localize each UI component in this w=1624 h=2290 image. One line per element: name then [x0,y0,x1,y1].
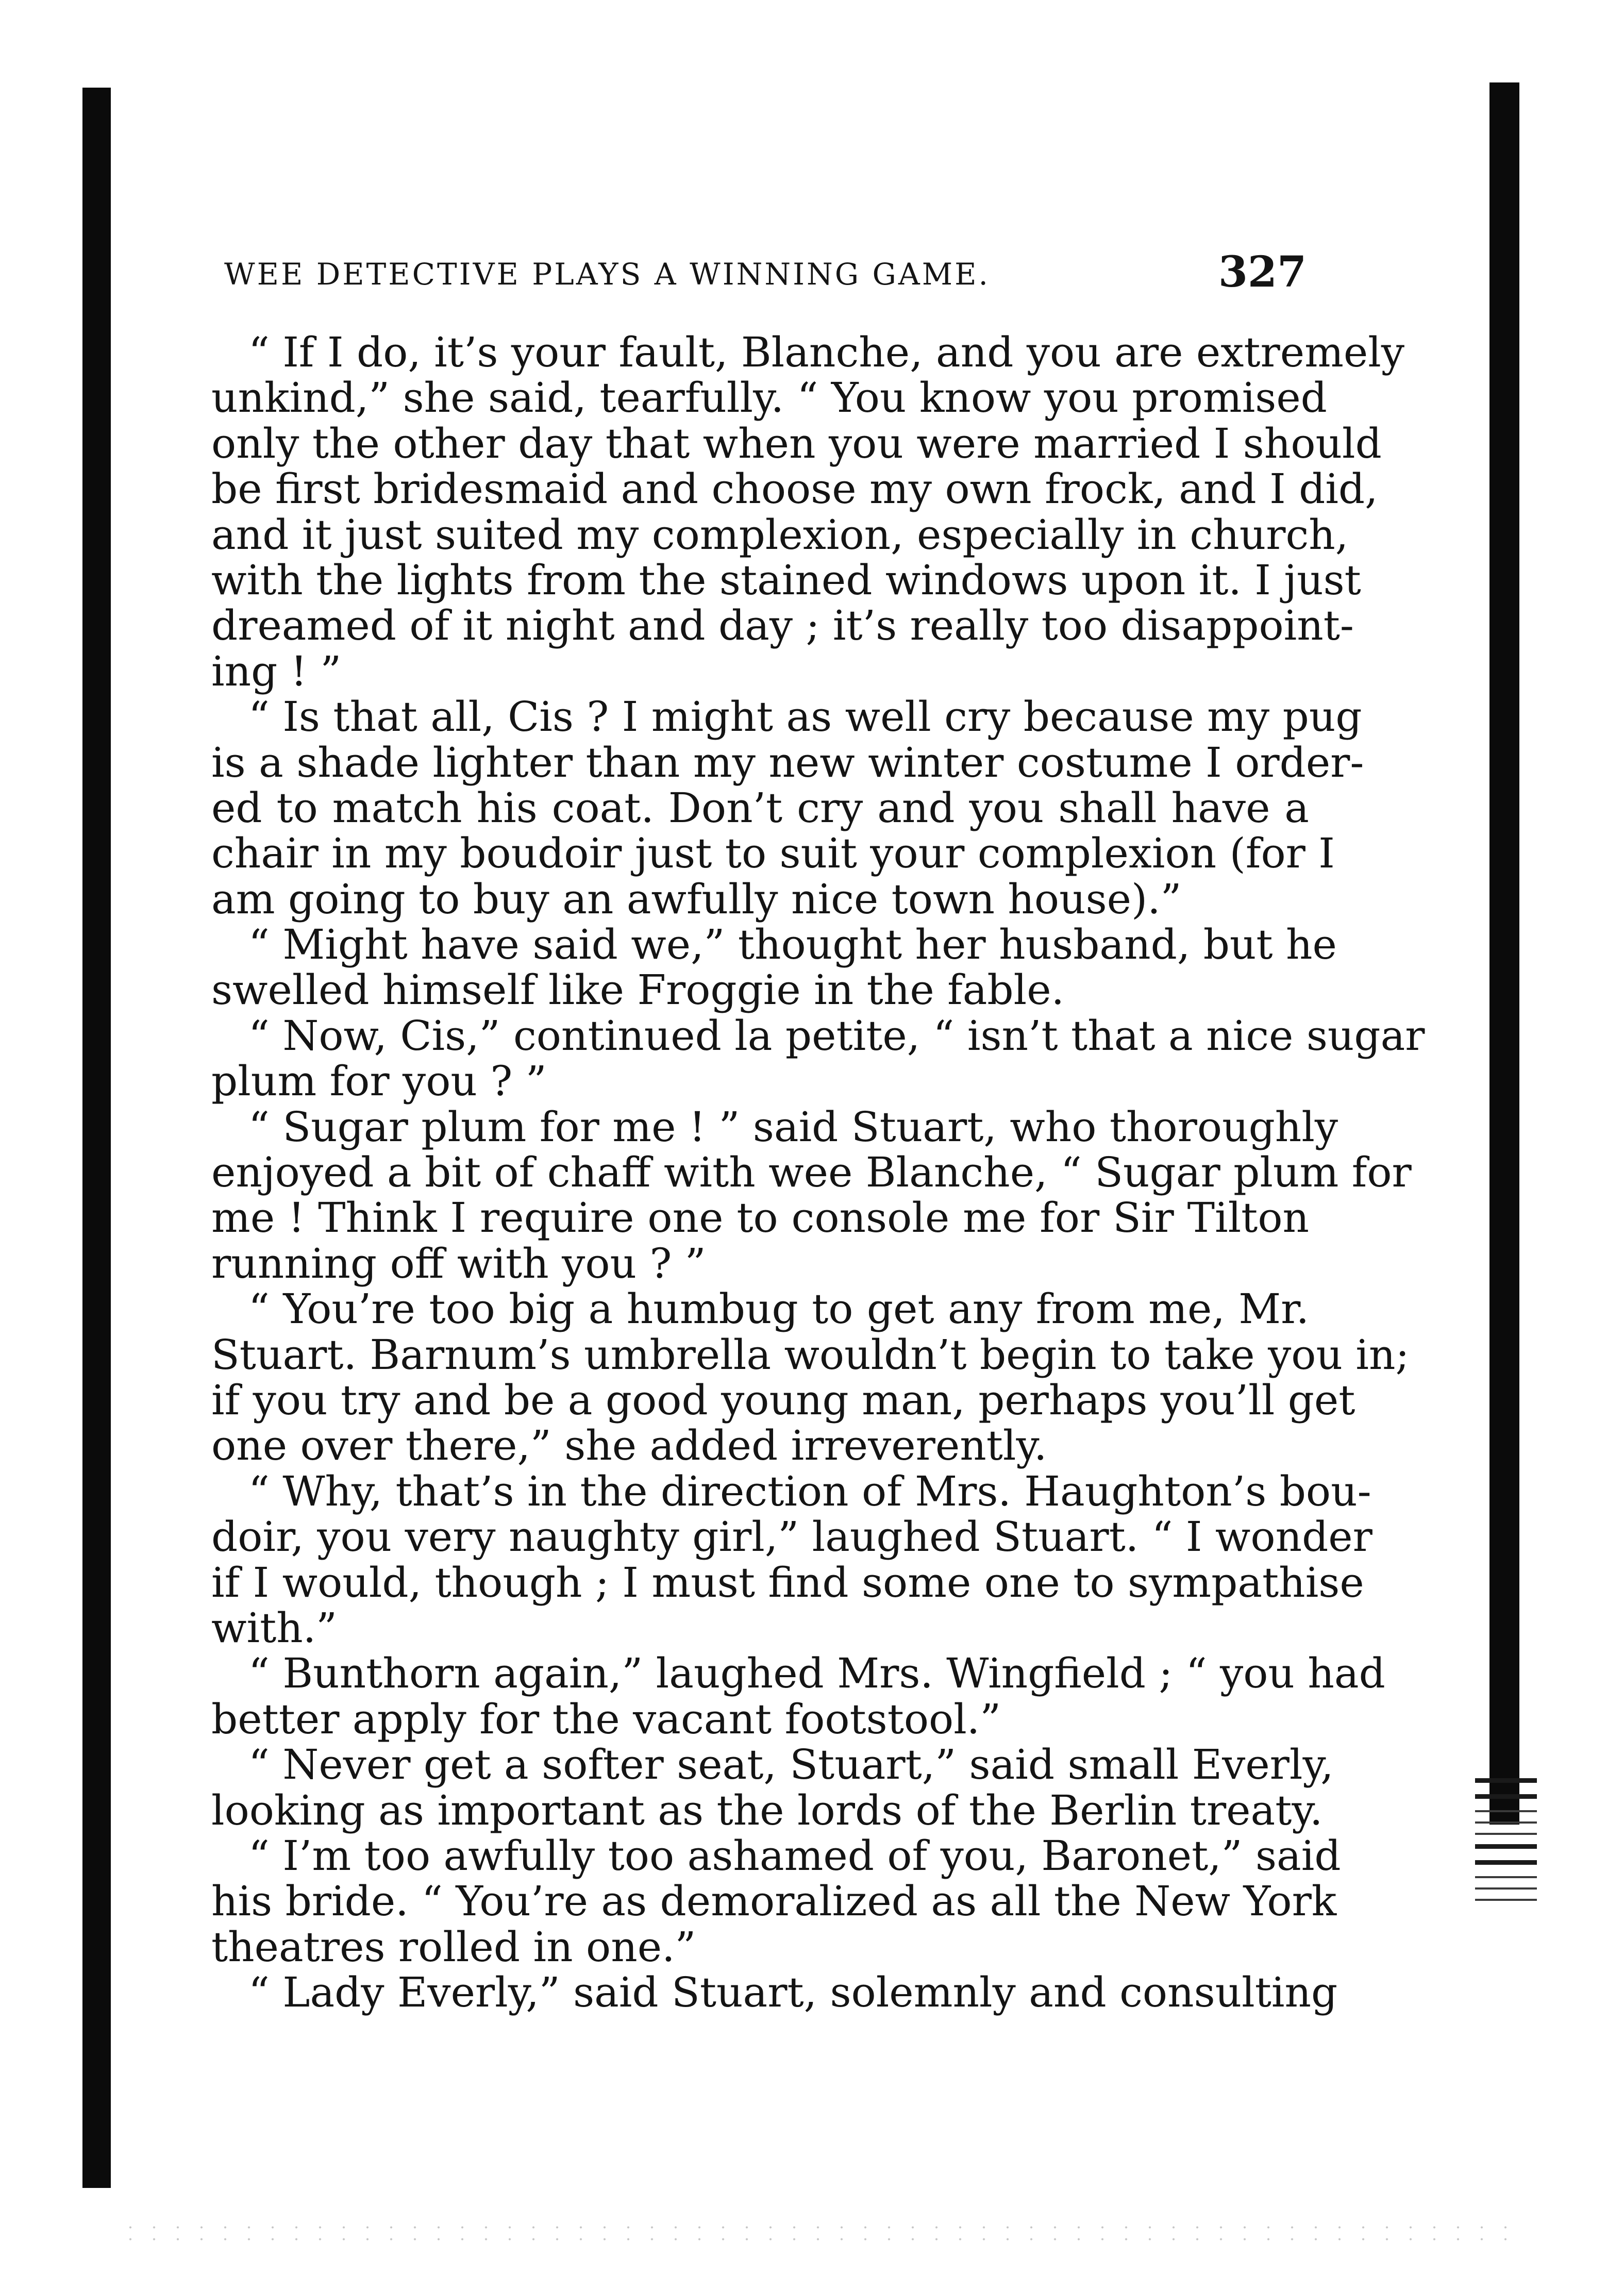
text-line: me ! Think I require one to console me for Sir Tilton [211,1194,1309,1242]
text-line: better apply for the vacant footstool.” [211,1695,1001,1743]
text-line: ing ! ” [211,647,342,695]
text-line: and it just suited my complexion, especially in church, [211,510,1349,559]
text-line: if I would, though ; I must find some one to sympathise [211,1558,1364,1607]
text-line: am going to buy an awfully nice town house).” [211,875,1182,923]
body-text [211,328,1425,2017]
text-line: looking as important as the lords of the Berlin treaty. [211,1786,1323,1834]
text-line: only the other day that when you were married I should [211,419,1382,467]
text-line: “ Why, that’s in the direction of Mrs. Haughton’s bou- [248,1467,1371,1515]
text-line: theatres rolled in one.” [211,1923,696,1971]
text-line: enjoyed a bit of chaff with wee Blanche, “ Sugar plum for [211,1148,1412,1197]
text-line: his bride. “ You’re as demoralized as all the New York [211,1877,1337,1926]
running-title: WEE DETECTIVE PLAYS A WINNING GAME. [224,257,990,292]
scan-binding-edge-right [1489,82,1519,1825]
text-line: ed to match his coat. Don’t cry and you shall have a [211,783,1309,832]
text-line: if you try and be a good young man, perhaps you’ll get [211,1376,1355,1424]
text-line: with the lights from the stained windows upon it. I just [211,556,1361,604]
text-line: “ I’m too awfully too ashamed of you, Baronet,” said [248,1831,1341,1880]
text-line: unkind,” she said, tearfully. “ You know you promised [211,374,1327,422]
text-line: is a shade lighter than my new winter costume I order- [211,738,1364,787]
text-line: doir, you very naughty girl,” laughed Stuart. “ I wonder [211,1513,1372,1561]
text-line: “ Now, Cis,” continued la petite, “ isn’t that a nice sugar [248,1011,1425,1060]
text-line: Stuart. Barnum’s umbrella wouldn’t begin to take you in; [211,1330,1410,1379]
text-line: swelled himself like Froggie in the fable. [211,966,1064,1014]
text-line: “ Is that all, Cis ? I might as well cry because my pug [248,693,1362,741]
text-line: “ Bunthorn again,” laughed Mrs. Wingfield ; “ you had [248,1649,1385,1698]
scan-binding-edge-left [82,88,111,2188]
text-line: “ Might have said we,” thought her husband, but he [248,921,1337,969]
text-line: “ If I do, it’s your fault, Blanche, and you are extremely [248,328,1405,376]
text-line: dreamed of it night and day ; it’s really too disappoint- [211,601,1354,650]
text-line: running off with you ? ” [211,1239,706,1288]
text-line: “ Never get a softer seat, Stuart,” said small Everly, [248,1741,1334,1789]
text-line: plum for you ? ” [211,1057,547,1106]
text-line: chair in my boudoir just to suit your complexion (for I [211,829,1335,878]
text-line: one over there,” she added irreverently. [211,1422,1047,1470]
page-header [209,238,1307,295]
text-line: “ Sugar plum for me ! ” said Stuart, who thoroughly [248,1102,1338,1151]
text-line: “ Lady Everly,” said Stuart, solemnly and consulting [248,1968,1338,2017]
text-line: be first bridesmaid and choose my own frock, and I did, [211,465,1378,513]
page-number: 327 [1218,247,1307,297]
scan-edge-marks [1475,1778,1537,1948]
text-line: with.” [211,1603,338,1652]
scan-noise [119,2221,1520,2242]
text-line: “ You’re too big a humbug to get any from me, Mr. [248,1285,1309,1333]
